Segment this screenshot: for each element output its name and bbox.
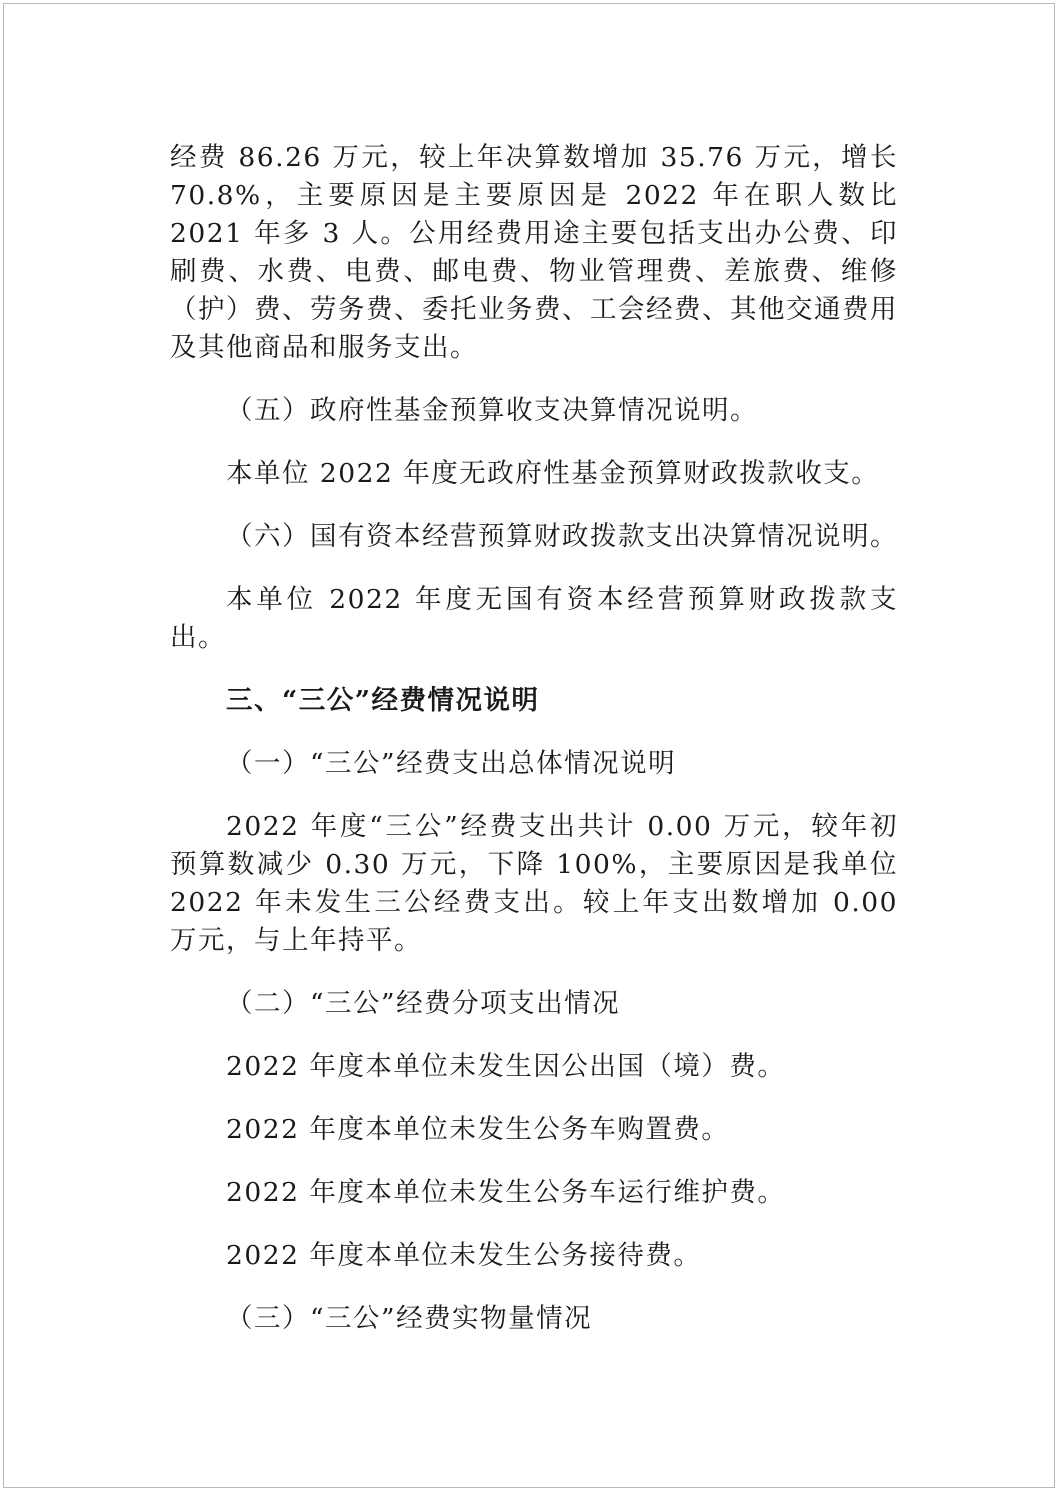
heading-three-public-items: （二）“三公”经费分项支出情况 [226, 988, 621, 1019]
document-page [3, 3, 1055, 1488]
paragraph-overseas-trip: 2022 年度本单位未发生因公出国（境）费。 [226, 1051, 786, 1082]
paragraph-reception: 2022 年度本单位未发生公务接待费。 [226, 1240, 702, 1271]
paragraph-vehicle-purchase: 2022 年度本单位未发生公务车购置费。 [226, 1114, 730, 1145]
heading-three-public-quantity: （三）“三公”经费实物量情况 [226, 1303, 593, 1334]
section-heading-three-public: 三、“三公”经费情况说明 [226, 685, 540, 716]
paragraph-state-capital-budget: 本单位 2022 年度无国有资本经营预算财政拨款支出。 [170, 584, 898, 653]
paragraph-public-funds: 经费 86.26 万元，较上年决算数增加 35.76 万元，增长 70.8%，主要原因是主要原因是 2022 年在职人数比 2021 年多 3 人。公用经费用途主要包括支出办公费、印刷费、水费、电费、邮电费、物业管理费、差旅费、维修（护）费、劳务费、委托业务费、工会经费、其他交通费用及其他商品和服务支出。 [170, 142, 898, 363]
paragraph-three-public-overall: 2022 年度“三公”经费支出共计 0.00 万元，较年初预算数减少 0.30 万元，下降 100%，主要原因是我单位 2022 年未发生三公经费支出。较上年支出数增加 0.00 万元，与上年持平。 [170, 811, 898, 956]
document-body [170, 139, 898, 1338]
heading-three-public-overall: （一）“三公”经费支出总体情况说明 [226, 748, 677, 779]
paragraph-gov-fund-budget: 本单位 2022 年度无政府性基金预算财政拨款收支。 [226, 458, 880, 489]
heading-state-capital-budget: （六）国有资本经营预算财政拨款支出决算情况说明。 [226, 521, 898, 552]
heading-gov-fund-budget: （五）政府性基金预算收支决算情况说明。 [226, 395, 758, 426]
paragraph-vehicle-maintenance: 2022 年度本单位未发生公务车运行维护费。 [226, 1177, 786, 1208]
